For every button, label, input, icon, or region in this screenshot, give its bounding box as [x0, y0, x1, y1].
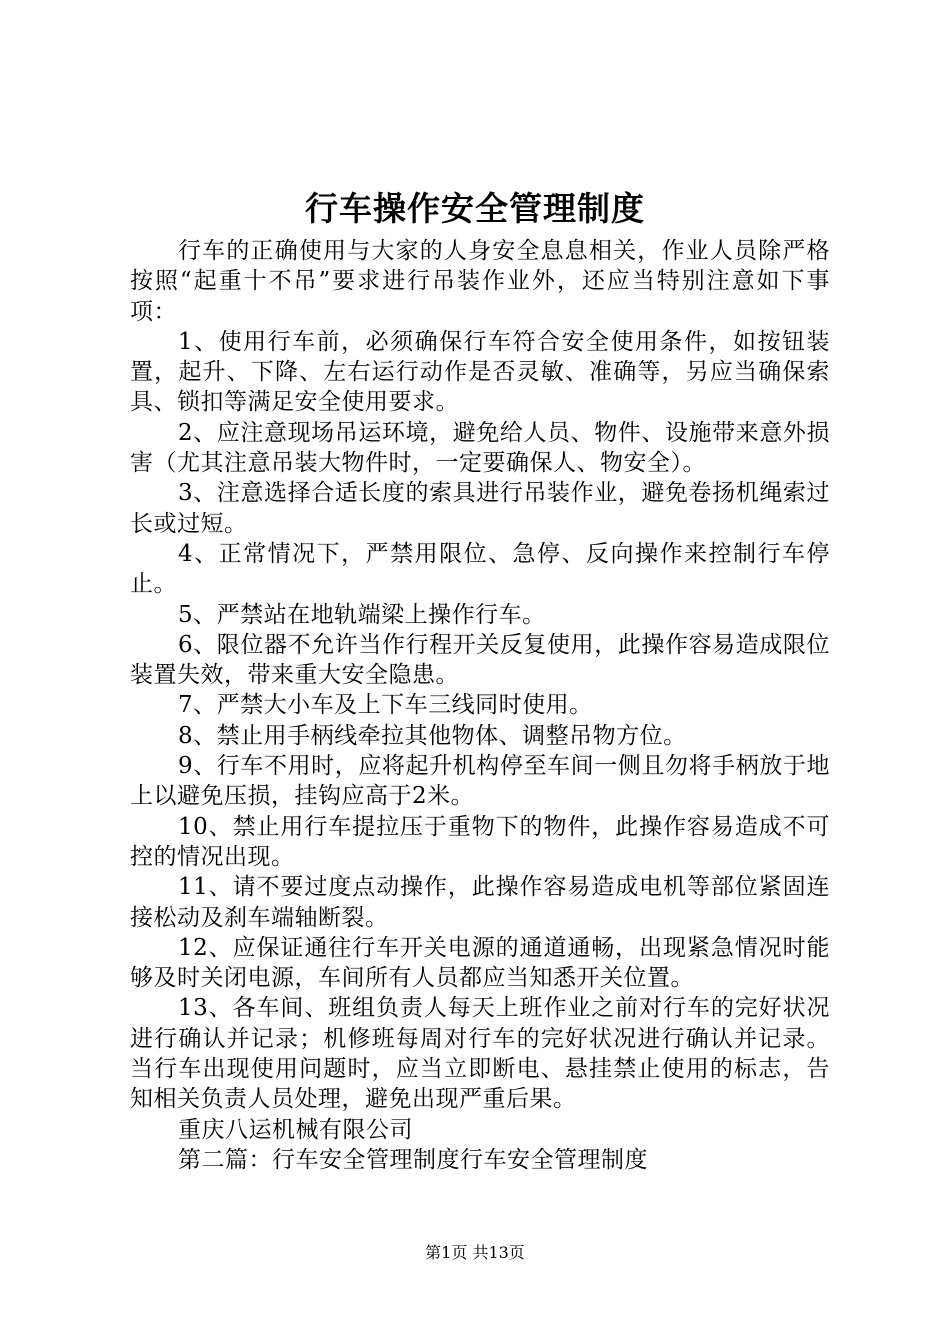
intro-paragraph: 行车的正确使用与大家的人身安全息息相关，作业人员除严格按照“起重十不吊”要求进行吊装作业外，还应当特别注意如下事项：: [130, 238, 830, 325]
section-heading-part-two: 第二篇：行车安全管理制度行车安全管理制度: [178, 1146, 648, 1173]
rule-item-5: 5、严禁站在地轨端梁上操作行车。: [178, 601, 546, 628]
rule-item-8: 8、禁止用手柄线牵拉其他物体、调整吊物方位。: [178, 722, 687, 749]
rule-item-2: 2、应注意现场吊运环境，避免给人员、物件、设施带来意外损害（尤其注意吊装大物件时，一定要确保人、物安全）。: [130, 419, 830, 477]
rule-item-7: 7、严禁大小车及上下车三线同时使用。: [178, 692, 593, 719]
rule-item-13: 13、各车间、班组负责人每天上班作业之前对行车的完好状况进行确认并记录；机修班每周对行车的完好状况进行确认并记录。当行车出现使用问题时，应当立即断电、悬挂禁止使用的标志，告知相关负责人员处理，避免出现严重后果。: [130, 995, 830, 1113]
rule-item-11: 11、请不要过度点动操作，此操作容易造成电机等部位紧固连接松动及刹车端轴断裂。: [130, 874, 830, 931]
company-name: 重庆八运机械有限公司: [178, 1116, 413, 1143]
rule-item-10: 10、禁止用行车提拉压于重物下的物件，此操作容易造成不可控的情况出现。: [130, 813, 830, 870]
document-body: [130, 236, 830, 1175]
rule-item-4: 4、正常情况下，严禁用限位、急停、反向操作来控制行车停止。: [130, 540, 830, 598]
page-number-footer: 第1页 共13页: [425, 1243, 525, 1262]
rule-item-12: 12、应保证通往行车开关电源的通道通畅，出现紧急情况时能够及时关闭电源，车间所有人员都应当知悉开关位置。: [130, 934, 830, 992]
rule-item-1: 1、使用行车前，必须确保行车符合安全使用条件，如按钮装置，起升、下降、左右运行动作是否灵敏、准确等，另应当确保索具、锁扣等满足安全使用要求。: [130, 328, 830, 416]
document-title: 行车操作安全管理制度: [305, 189, 645, 228]
rule-item-9: 9、行车不用时，应将起升机构停至车间一侧且勿将手柄放于地上以避免压损，挂钩应高于2米。: [130, 753, 830, 810]
rule-item-6: 6、限位器不允许当作行程开关反复使用，此操作容易造成限位装置失效，带来重大安全隐患。: [130, 631, 830, 689]
rule-item-3: 3、注意选择合适长度的索具进行吊装作业，避免卷扬机绳索过长或过短。: [130, 480, 830, 537]
